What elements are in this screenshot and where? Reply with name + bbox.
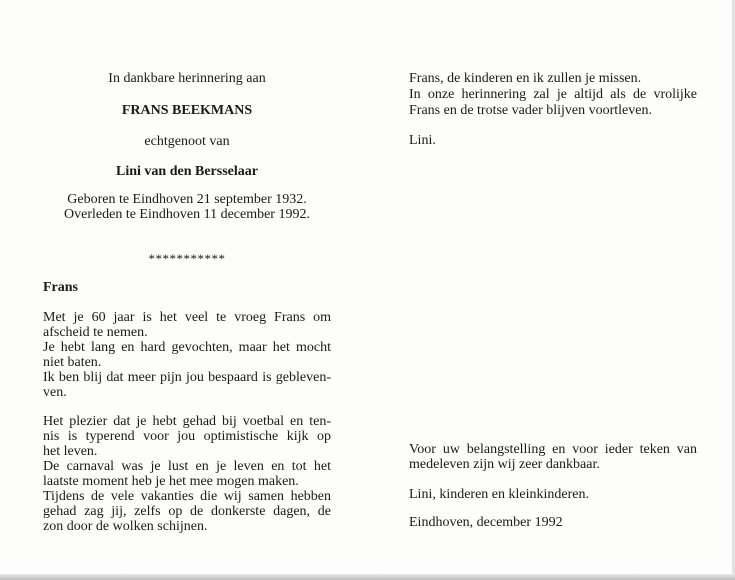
death-line: Overleden te Eindhoven 11 december 1992.: [64, 207, 310, 222]
text-line: niet baten.: [43, 355, 102, 370]
text-line: nis is typerend voor jou optimistische kijk op: [43, 429, 331, 444]
text-line: medeleven zijn wij zeer dankbaar.: [409, 457, 600, 472]
text-line: Het plezier dat je hebt gehad bij voetbal en ten-: [43, 414, 331, 429]
place-date: Eindhoven, december 1992: [409, 515, 563, 530]
text-line: Voor uw belangstelling en voor ieder teken van: [409, 442, 697, 457]
text-line: gehad zag jij, zelfs op de donkerste dagen, de: [43, 504, 331, 519]
text-line: Frans, de kinderen en ik zullen je missen.: [409, 71, 642, 86]
text-line: ven.: [43, 385, 67, 400]
spouse-label: echtgenoot van: [144, 134, 230, 149]
text-line: het leven.: [43, 444, 98, 459]
birth-line: Geboren te Eindhoven 21 september 1932.: [67, 192, 307, 207]
text-line: Ik ben blij dat meer pijn jou bespaard is gebleven-: [43, 370, 331, 385]
text-line: afscheid te nemen.: [43, 325, 148, 340]
spouse-name: Lini van den Bersselaar: [116, 164, 258, 179]
section-heading: Frans: [43, 280, 78, 295]
deceased-name: FRANS BEEKMANS: [121, 103, 253, 118]
text-line: In onze herinnering zal je altijd als de vrolijke: [409, 87, 697, 102]
intro-text: In dankbare herinnering aan: [108, 71, 266, 86]
card-edge-bottom: [0, 574, 735, 580]
text-line: Je hebt lang en hard gevochten, maar het mocht: [43, 340, 331, 355]
text-line: Tijdens de vele vakanties die wij samen hebben: [43, 489, 331, 504]
text-line: Met je 60 jaar is het veel te vroeg Frans om: [43, 310, 331, 325]
text-line: Frans en de trotse vader blijven voortleven.: [409, 103, 652, 118]
signature-top: Lini.: [409, 133, 436, 148]
signature-bottom: Lini, kinderen en kleinkinderen.: [409, 487, 589, 502]
text-line: De carnaval was je lust en je leven en tot het: [43, 459, 331, 474]
text-line: zon door de wolken schijnen.: [43, 519, 208, 534]
separator: ***********: [148, 251, 226, 266]
text-line: laatste moment heb je het mee mogen maken.: [43, 474, 299, 489]
